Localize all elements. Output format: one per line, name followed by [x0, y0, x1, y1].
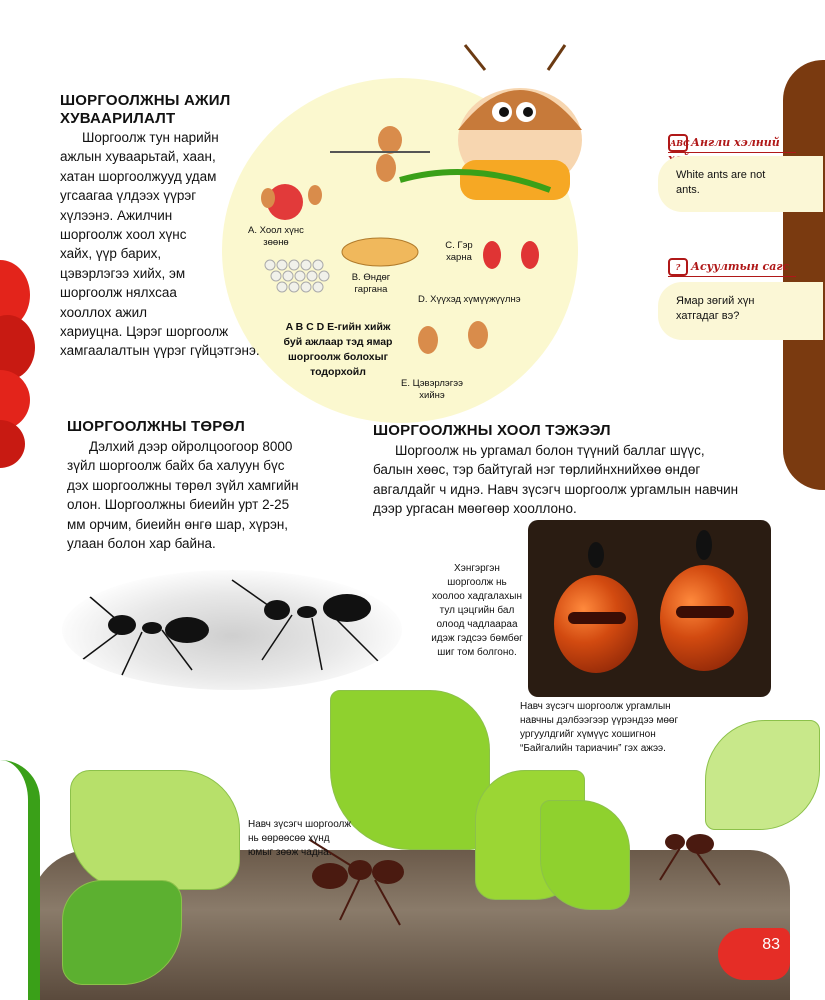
text-line: авгалдайг ч иднэ. Навч зүсэгч шоргоолж ургамлын навчин	[373, 481, 739, 497]
question-line: тодорхойл	[310, 366, 366, 378]
question-line: шоргоолж болохыг	[288, 351, 388, 363]
page-number-badge	[718, 928, 790, 980]
honeypot-caption	[422, 562, 532, 660]
divider	[668, 276, 796, 277]
text-line: хамгаалалтын үүрэг гүйцэтгэнэ.	[60, 343, 260, 359]
label-line: хийнэ	[419, 390, 445, 401]
section-title-food: ШОРГООЛЖНЫ ХООЛ ТЭЖЭЭЛ	[373, 422, 611, 439]
text-line: дээр ургасан мөөгөөр хооллоно.	[373, 501, 577, 517]
title-line: ШОРГООЛЖНЫ АЖИЛ	[60, 92, 231, 109]
page-number: 83	[762, 936, 780, 953]
caption-line: Хэнгэргэн	[454, 563, 500, 574]
caption-line: хоолоо хадгалахын	[431, 591, 523, 602]
text-line: хооллох ажил	[60, 304, 148, 320]
text-line: Шоргоолж тун нарийн	[82, 130, 219, 145]
question-basket-icon: ?	[668, 258, 688, 276]
section-text-types	[67, 437, 337, 553]
text-line: шоргоолж хоол хүнс	[60, 227, 187, 243]
abc-box-icon: ABC	[668, 134, 688, 152]
red-flower-image	[0, 260, 40, 470]
green-stem-image	[0, 760, 40, 1000]
section-title-work-division	[60, 92, 230, 128]
label-line: E. Цэвэрлэгээ	[401, 378, 463, 389]
english-box-card	[658, 156, 823, 212]
caption-line: юмыг зөөж чадна.	[248, 847, 332, 858]
card-text: Ямар зөгий хүн	[676, 295, 755, 307]
text-line: Дэлхий дээр ойролцоогоор 8000	[89, 439, 293, 454]
leaf-fragment	[70, 770, 240, 890]
label-line: гаргана	[354, 284, 388, 295]
text-line: мм орчим, биеийн өнгө шар, хүрэн,	[67, 516, 289, 532]
decorative-brown-band	[783, 60, 825, 490]
caption-line: Навч зүсэгч шоргоолж	[248, 819, 352, 830]
caption-line: нь өөрөөсөө хүнд	[248, 833, 330, 844]
label-b	[336, 272, 406, 296]
text-line: балын хөөс, тэр байтугай нэг төрлийнхнийхөө өндөг	[373, 462, 701, 478]
label-line: харна	[446, 252, 472, 263]
card-text: White ants are not	[676, 169, 766, 181]
text-line: зүйл шоргоолж байх ба халуун бүс	[67, 458, 285, 474]
leaf-fragment	[705, 720, 820, 830]
text-line: олон. Шоргоолжны биеийн урт 2-25	[67, 497, 290, 513]
question-basket-card	[658, 282, 823, 340]
label-line: C. Гэр	[445, 240, 473, 251]
label-d: D. Хүүхэд хүмүүжүүлнэ	[418, 294, 521, 305]
section-title-types: ШОРГООЛЖНЫ ТӨРӨЛ	[67, 418, 246, 435]
carry-caption	[248, 818, 373, 860]
caption-line: шиг том болгоно.	[437, 647, 517, 658]
text-line: хайх, үүр барих,	[60, 246, 162, 262]
honeypot-ants-photo	[528, 520, 771, 697]
label-c	[434, 240, 484, 264]
label-a	[236, 225, 316, 249]
caption-line: ургуулдгийг хүмүүс хошигнон	[520, 729, 656, 740]
text-line: хатан шоргоолжууд удам	[60, 168, 217, 184]
question-basket-header	[668, 258, 789, 276]
divider	[668, 152, 796, 153]
leafcutter-caption	[520, 700, 705, 756]
card-header-text: Англи хэлний	[691, 136, 780, 149]
label-line: зөөнө	[263, 237, 289, 248]
caption-line: олоод чадлаараа	[436, 619, 518, 630]
text-line: угсаагаа үлдээх үүрэг	[60, 188, 197, 204]
text-line: шоргоолж нялхсаа	[60, 285, 177, 301]
question-line: буй ажлаар тэд ямар	[283, 336, 393, 348]
label-e	[392, 378, 472, 402]
caption-line: навчны дэлбээгээр үүрэндээ мөөг	[520, 715, 679, 726]
text-line: ажлын хуваарьтай, хаан,	[60, 149, 216, 165]
text-line: цэвэрлэгээ хийх, эм	[60, 265, 186, 281]
text-line: улаан болон хар байна.	[67, 536, 216, 552]
text-line: хүлээнэ. Ажилчин	[60, 207, 173, 223]
black-ants-photo	[62, 570, 402, 690]
caption-line: идэж гэдсээ бөмбөг	[431, 633, 523, 644]
card-text: хатгадаг вэ?	[676, 310, 740, 322]
caption-line: шоргоолж нь	[447, 577, 507, 588]
text-line: Шоргоолж нь ургамал болон түүний баллаг шүүс,	[395, 443, 705, 458]
title-line: ХУВААРИЛАЛТ	[60, 110, 176, 127]
caption-line: тул цэцгийн бал	[439, 605, 515, 616]
illustration-question	[272, 320, 404, 380]
caption-line: Навч зүсэгч шоргоолж ургамлын	[520, 701, 671, 712]
card-header-text: Асуултын сагс	[691, 260, 790, 273]
label-line: A. Хоол хүнс	[248, 225, 304, 236]
card-text: ants.	[676, 184, 700, 196]
caption-line: “Байгалийн тариачин” гэх ажээ.	[520, 743, 666, 754]
section-text-food	[373, 441, 768, 519]
text-line: дэх шоргоолжны төрөл зүйл хамгийн	[67, 477, 299, 493]
label-line: B. Өндөг	[351, 272, 391, 283]
question-line: A B C D E-гийн хийж	[285, 321, 391, 333]
text-line: хариуцна. Цэрэг шоргоолж	[60, 324, 229, 340]
